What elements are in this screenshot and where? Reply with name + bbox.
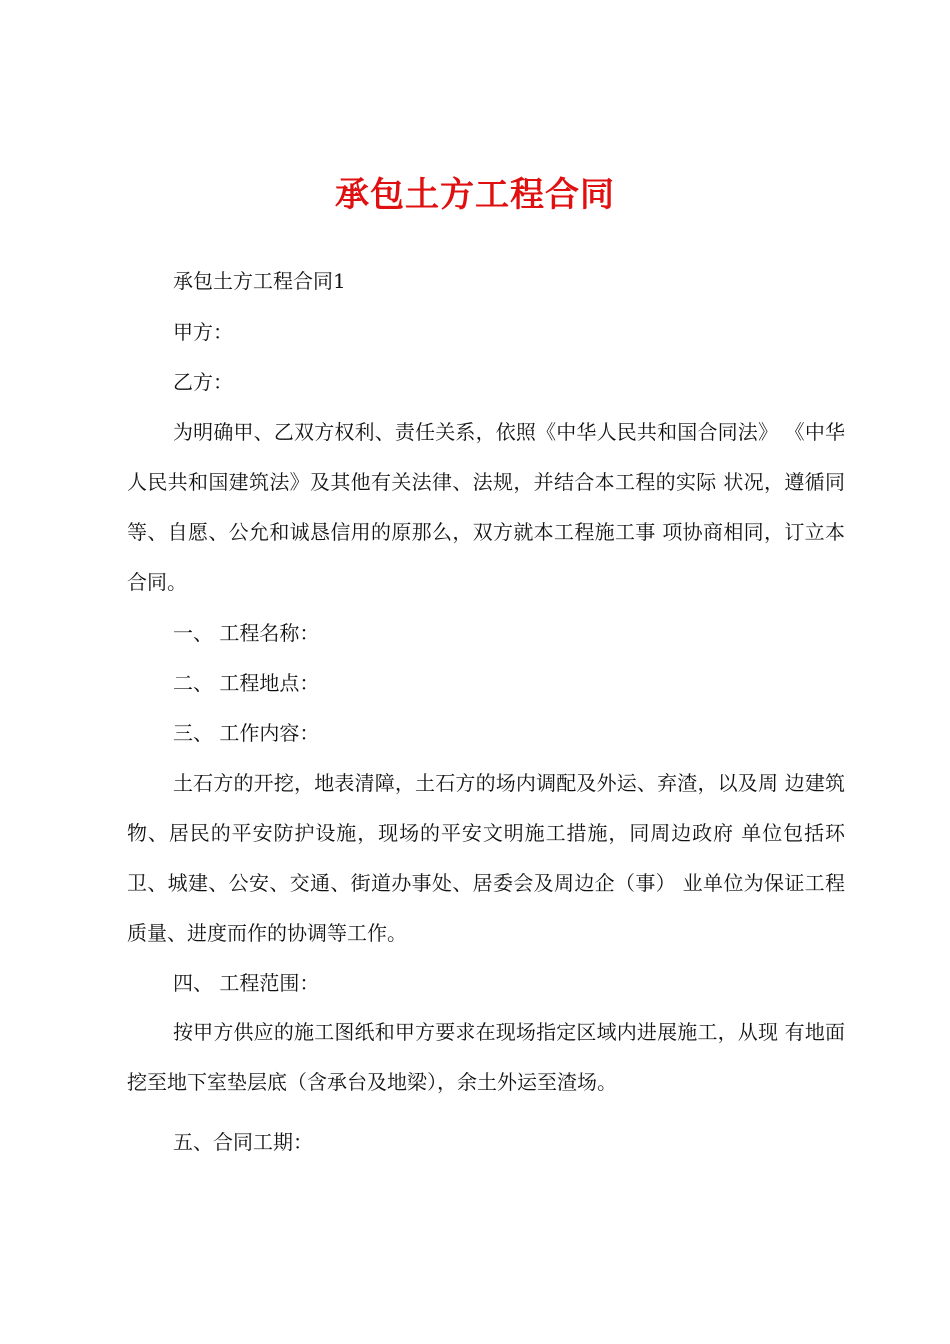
work-content-paragraph: 土石方的开挖，地表清障，土石方的场内调配及外运、弃渣，以及周 边建筑物、居民的平安防护设施，现场的平安文明施工措施，同周边政府 单位包括环卫、城建、公安、交通、街道办事处、居委会及周边企（事） 业单位为保证工程质量、进度而作的协调等工作。 — [127, 771, 845, 945]
party-a-label: 甲方： — [173, 320, 233, 344]
document-subtitle: 承包土方工程合同1 — [173, 269, 346, 293]
section-heading-work-content: 三、 工作内容： — [173, 721, 320, 745]
section-heading-contract-period: 五、合同工期： — [173, 1130, 313, 1154]
party-b-label: 乙方： — [173, 370, 233, 394]
project-scope-paragraph: 按甲方供应的施工图纸和甲方要求在现场指定区域内进展施工，从现 有地面挖至地下室垫层底（含承台及地梁），余土外运至渣场。 — [127, 1020, 845, 1094]
intro-paragraph: 为明确甲、乙双方权利、责任关系，依照《中华人民共和国合同法》 《中华人民共和国建筑法》及其他有关法律、法规，并结合本工程的实际 状况，遵循同等、自愿、公允和诚恳信用的原那么，双方就本工程施工事 项协商相同，订立本合同。 — [127, 420, 845, 594]
section-heading-project-location: 二、 工程地点： — [173, 671, 320, 695]
section-heading-project-name: 一、 工程名称： — [173, 621, 320, 645]
document-title: 承包土方工程合同 — [335, 175, 615, 215]
section-heading-project-scope: 四、 工程范围： — [173, 971, 320, 995]
